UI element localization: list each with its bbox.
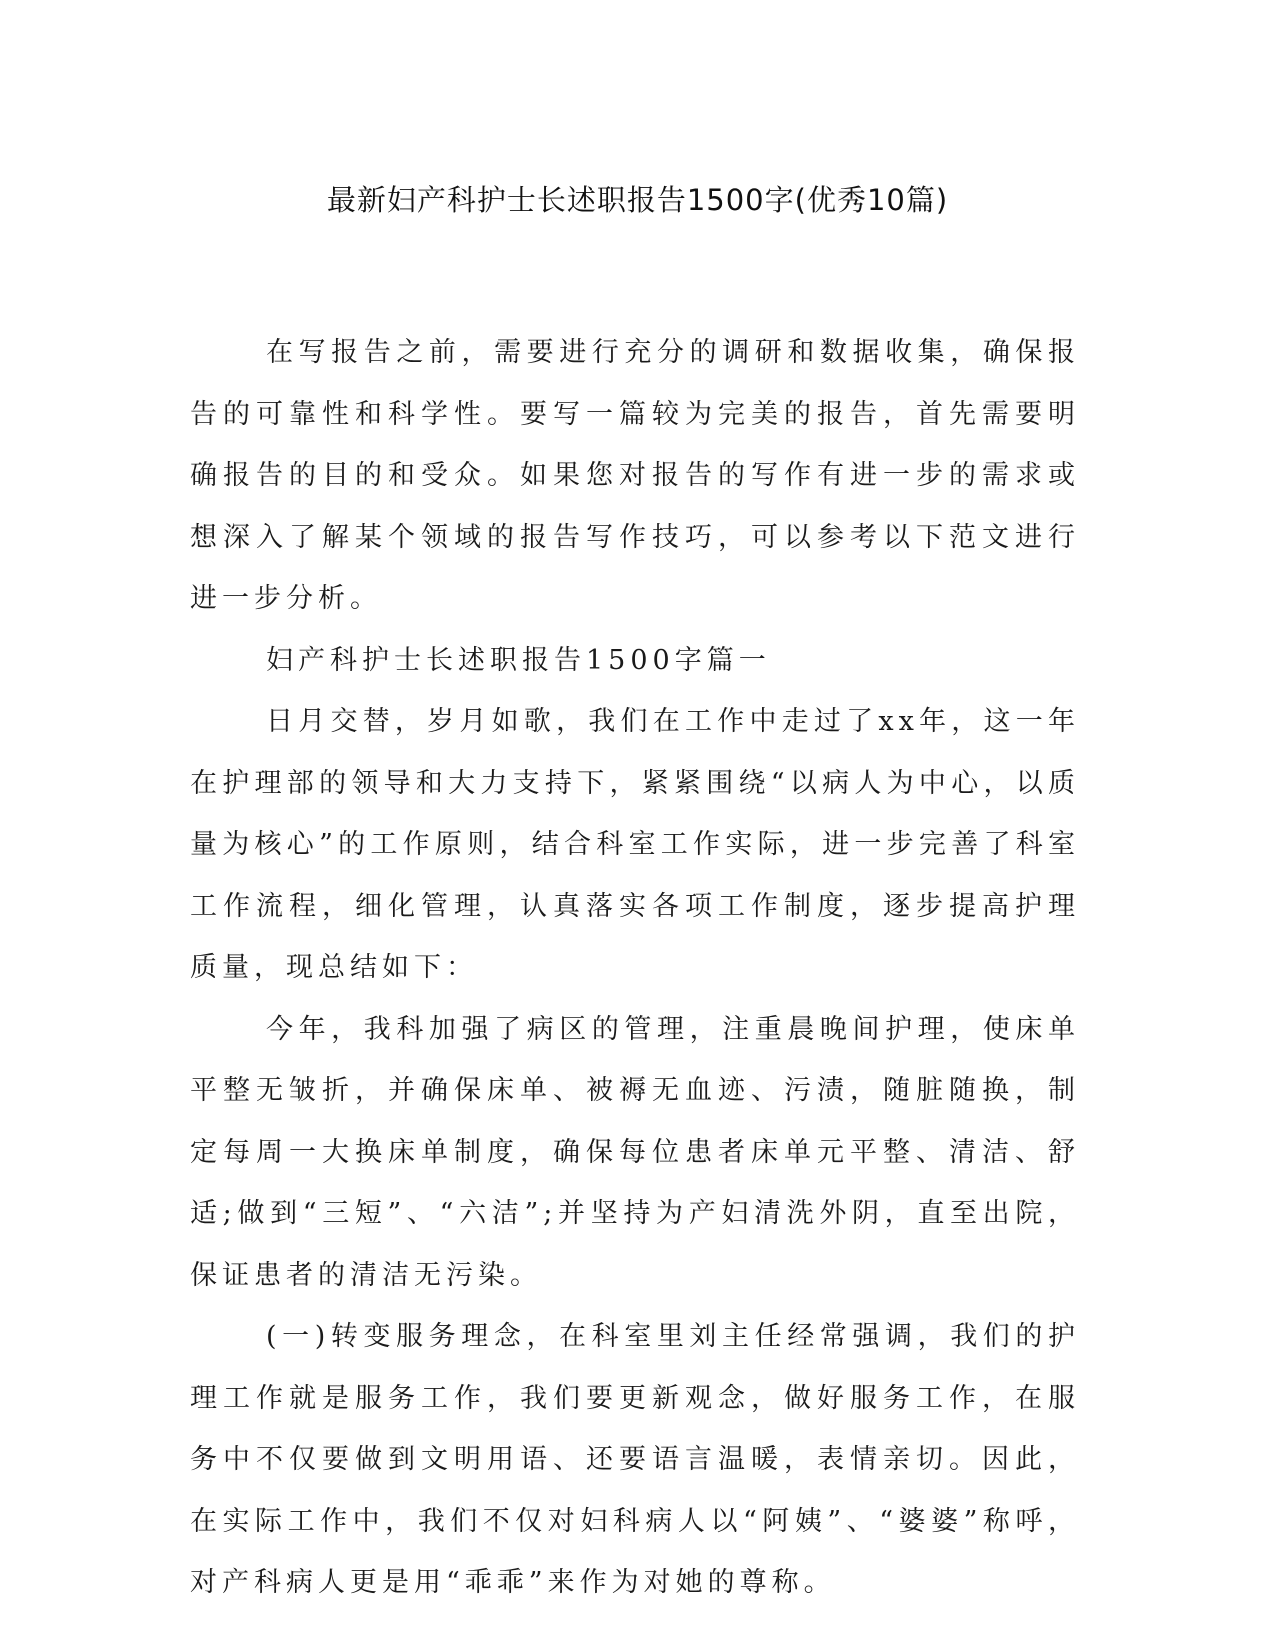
intro-paragraph: 在写报告之前，需要进行充分的调研和数据收集，确保报告的可靠性和科学性。要写一篇较为完美的报告，首先需要明确报告的目的和受众。如果您对报告的写作有进一步的需求或想深入了解某个领域的报告写作技巧，可以参考以下范文进行进一步分析。 <box>190 337 1080 614</box>
body-paragraph: 今年，我科加强了病区的管理，注重晨晚间护理，使床单平整无皱折，并确保床单、被褥无血迹、污渍，随脏随换，制定每周一大换床单制度，确保每位患者床单元平整、清洁、舒适;做到“三短”、“六洁”;并坚持为产妇清洗外阴，直至出院，保证患者的清洁无污染。 <box>190 1013 1080 1291</box>
document-title: 最新妇产科护士长述职报告1500字(优秀10篇) <box>326 183 949 217</box>
document-body <box>190 322 1080 1614</box>
body-paragraph: (一)转变服务理念，在科室里刘主任经常强调，我们的护理工作就是服务工作，我们要更新观念，做好服务工作，在服务中不仅要做到文明用语、还要语言温暖，表情亲切。因此，在实际工作中，我们不仅对妇科病人以“阿姨”、“婆婆”称呼，对产科病人更是用“乖乖”来作为对她的尊称。 <box>190 1321 1080 1598</box>
body-paragraph: 日月交替，岁月如歌，我们在工作中走过了xx年，这一年在护理部的领导和大力支持下，紧紧围绕“以病人为中心，以质量为核心”的工作原则，结合科室工作实际，进一步完善了科室工作流程，细化管理，认真落实各项工作制度，逐步提高护理质量，现总结如下： <box>190 706 1080 983</box>
section-heading: 妇产科护士长述职报告1500字篇一 <box>266 644 771 676</box>
